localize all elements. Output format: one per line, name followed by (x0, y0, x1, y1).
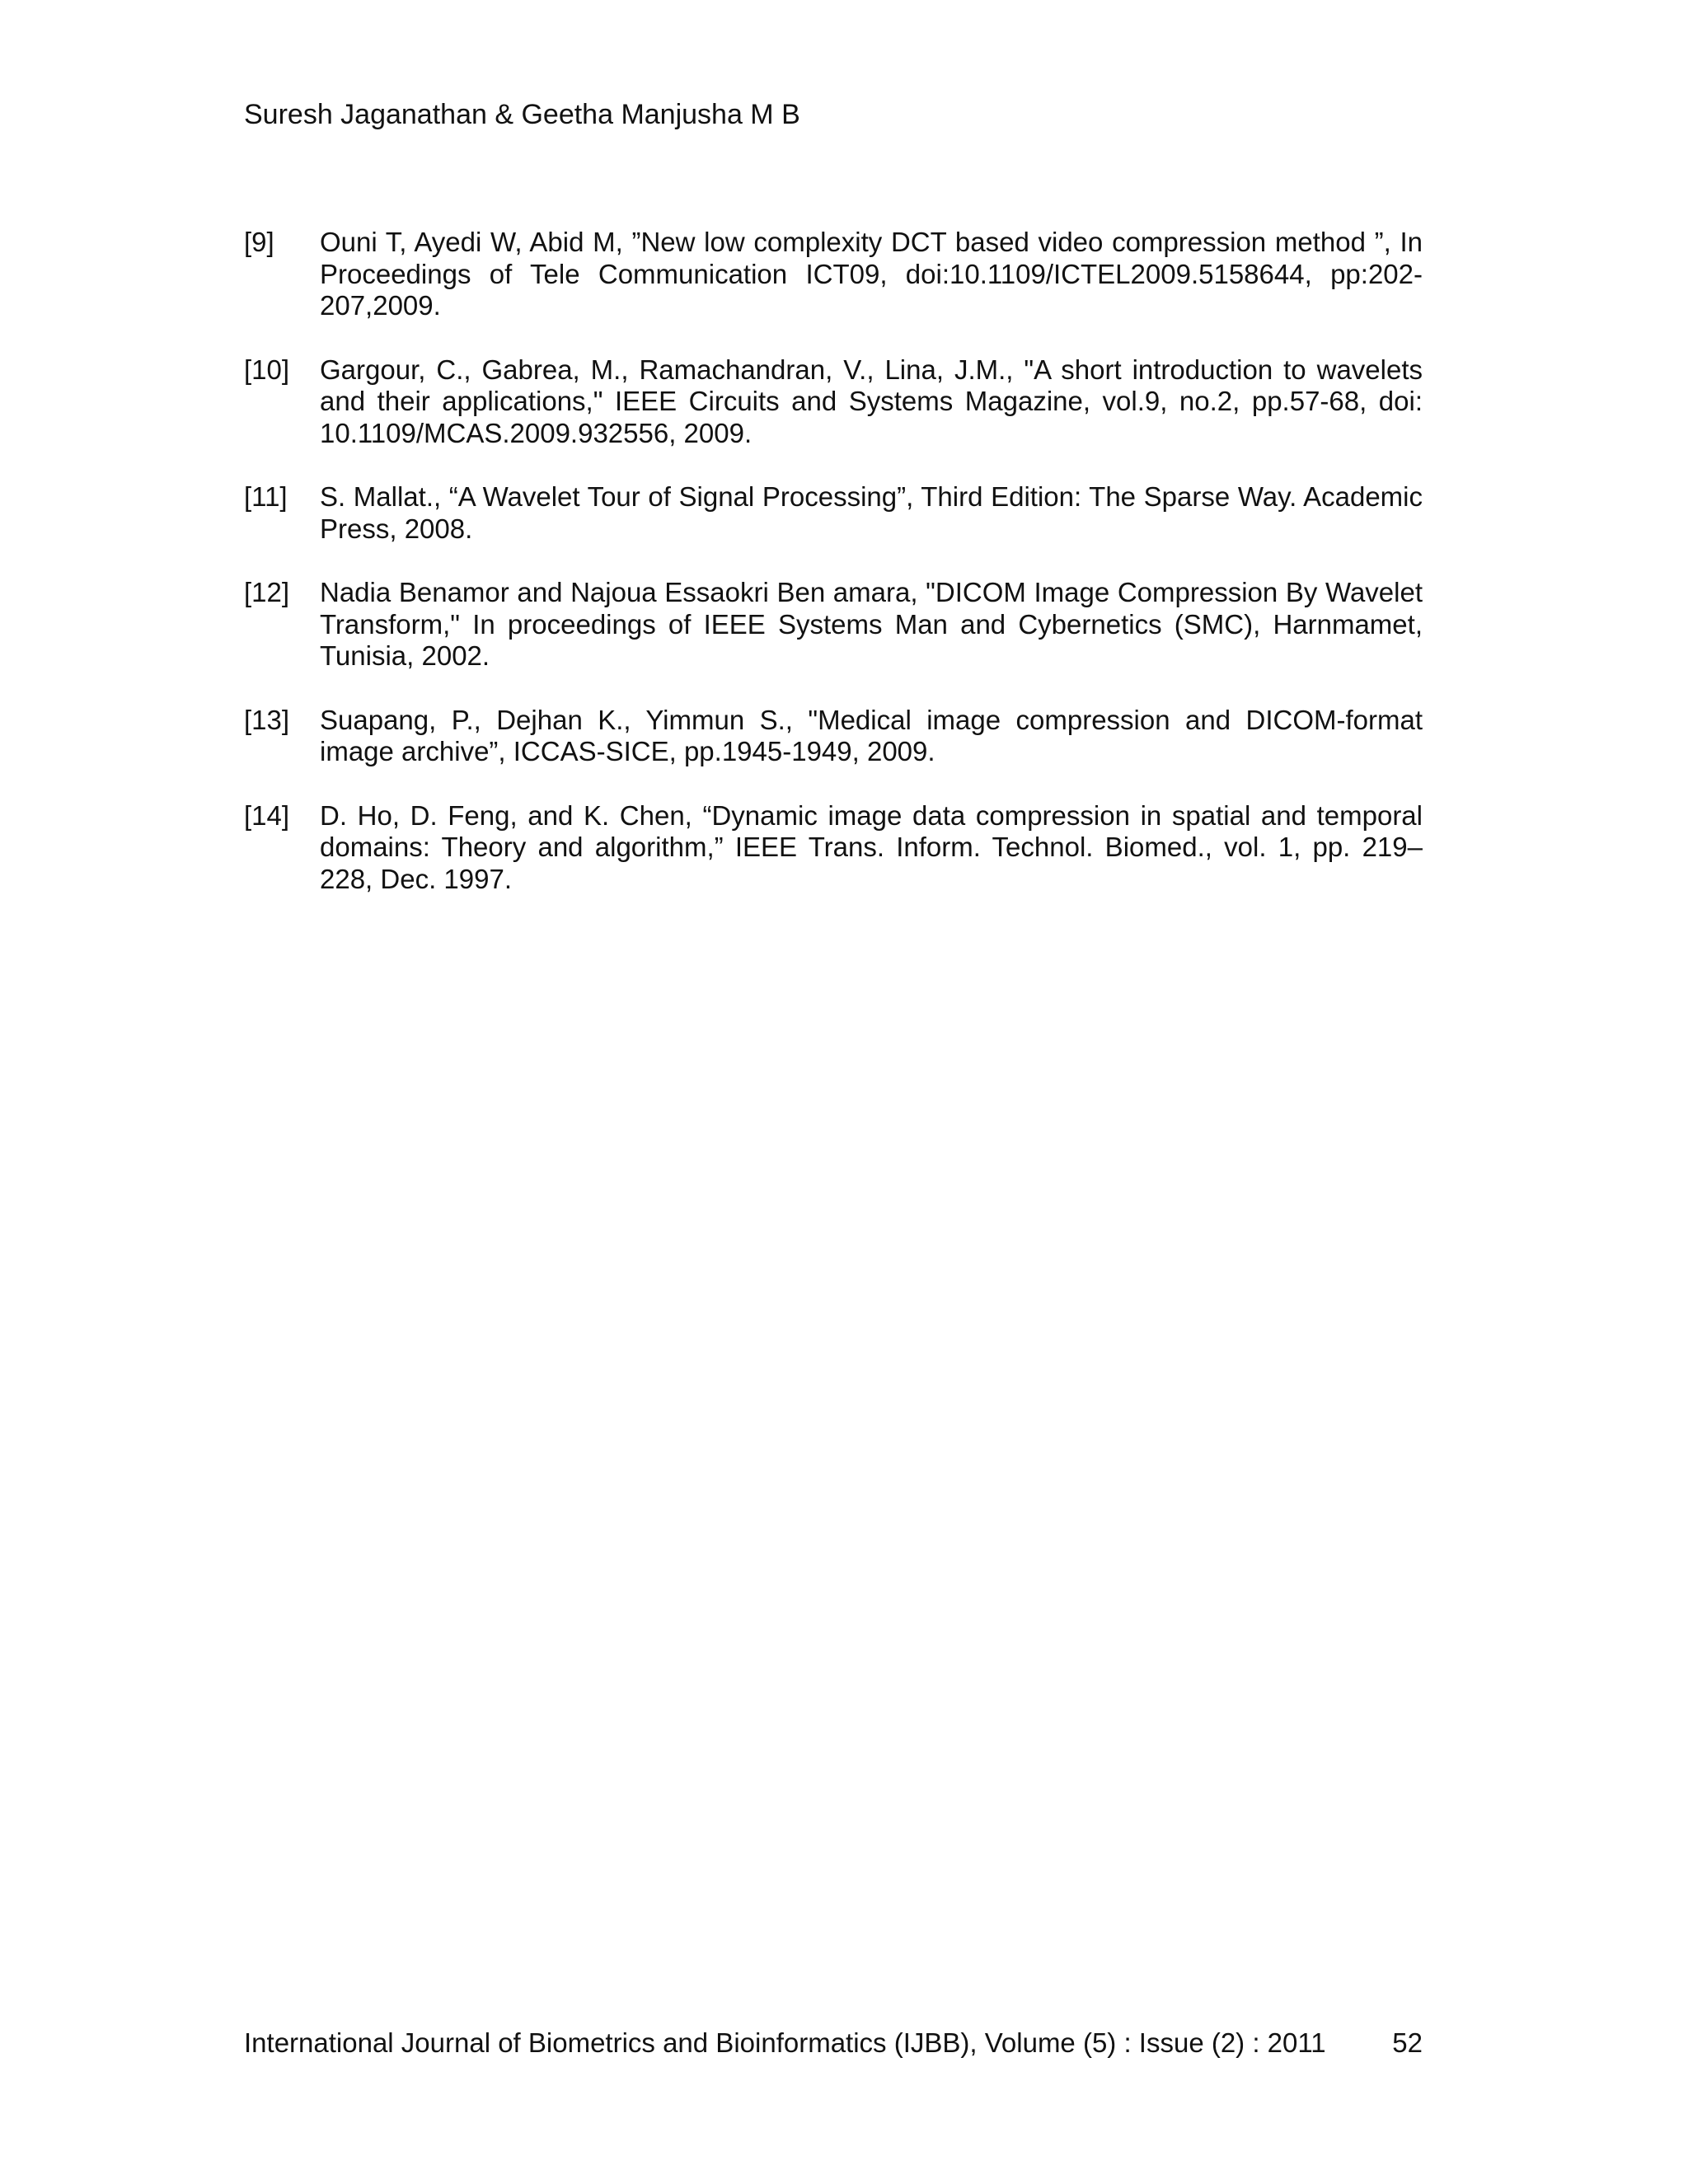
page-footer (244, 2027, 1423, 2060)
reference-number: [10] (244, 354, 290, 385)
reference-entry (244, 227, 1423, 322)
reference-entry (244, 705, 1423, 768)
reference-text: S. Mallat., “A Wavelet Tour of Signal Processing”, Third Edition: The Sparse Way. Academic Press, 2008. (320, 481, 1423, 544)
reference-entry (244, 481, 1423, 545)
reference-list (244, 227, 1423, 927)
running-header-authors: Suresh Jaganathan & Geetha Manjusha M B (244, 99, 800, 130)
reference-text: Nadia Benamor and Najoua Essaokri Ben amara, "DICOM Image Compression By Wavelet Transform," In proceedings of IEEE Systems Man and Cybernetics (SMC), Harnmamet, Tunisia, 2002. (320, 577, 1423, 671)
reference-text: Ouni T, Ayedi W, Abid M, ”New low complexity DCT based video compression method ”, In Proceedings of Tele Communication ICT09, doi:10.1109/ICTEL2009.5158644, pp:202-207,2009. (320, 227, 1423, 321)
reference-number: [12] (244, 577, 290, 607)
footer-journal-citation: International Journal of Biometrics and Bioinformatics (IJBB), Volume (5) : Issue (2) : 2011 (244, 2027, 1326, 2058)
reference-number: [9] (244, 227, 274, 257)
reference-entry (244, 354, 1423, 450)
reference-number: [13] (244, 704, 290, 735)
reference-text: Gargour, C., Gabrea, M., Ramachandran, V., Lina, J.M., "A short introduction to wavelets and their applications," IEEE Circuits and Systems Magazine, vol.9, no.2, pp.57-68, doi: 10.1109/MCAS.2009.932556, 2009. (320, 354, 1423, 448)
reference-text: D. Ho, D. Feng, and K. Chen, “Dynamic image data compression in spatial and temporal domains: Theory and algorithm,” IEEE Trans. Inform. Technol. Biomed., vol. 1, pp. 219–228, Dec. 1997. (320, 799, 1423, 894)
reference-number: [14] (244, 799, 290, 831)
reference-entry (244, 577, 1423, 673)
reference-number: [11] (244, 481, 288, 512)
reference-text: Suapang, P., Dejhan K., Yimmun S., "Medical image compression and DICOM-format image archive”, ICCAS-SICE, pp.1945-1949, 2009. (320, 704, 1423, 766)
reference-entry (244, 800, 1423, 896)
page-number: 52 (1392, 2027, 1423, 2058)
